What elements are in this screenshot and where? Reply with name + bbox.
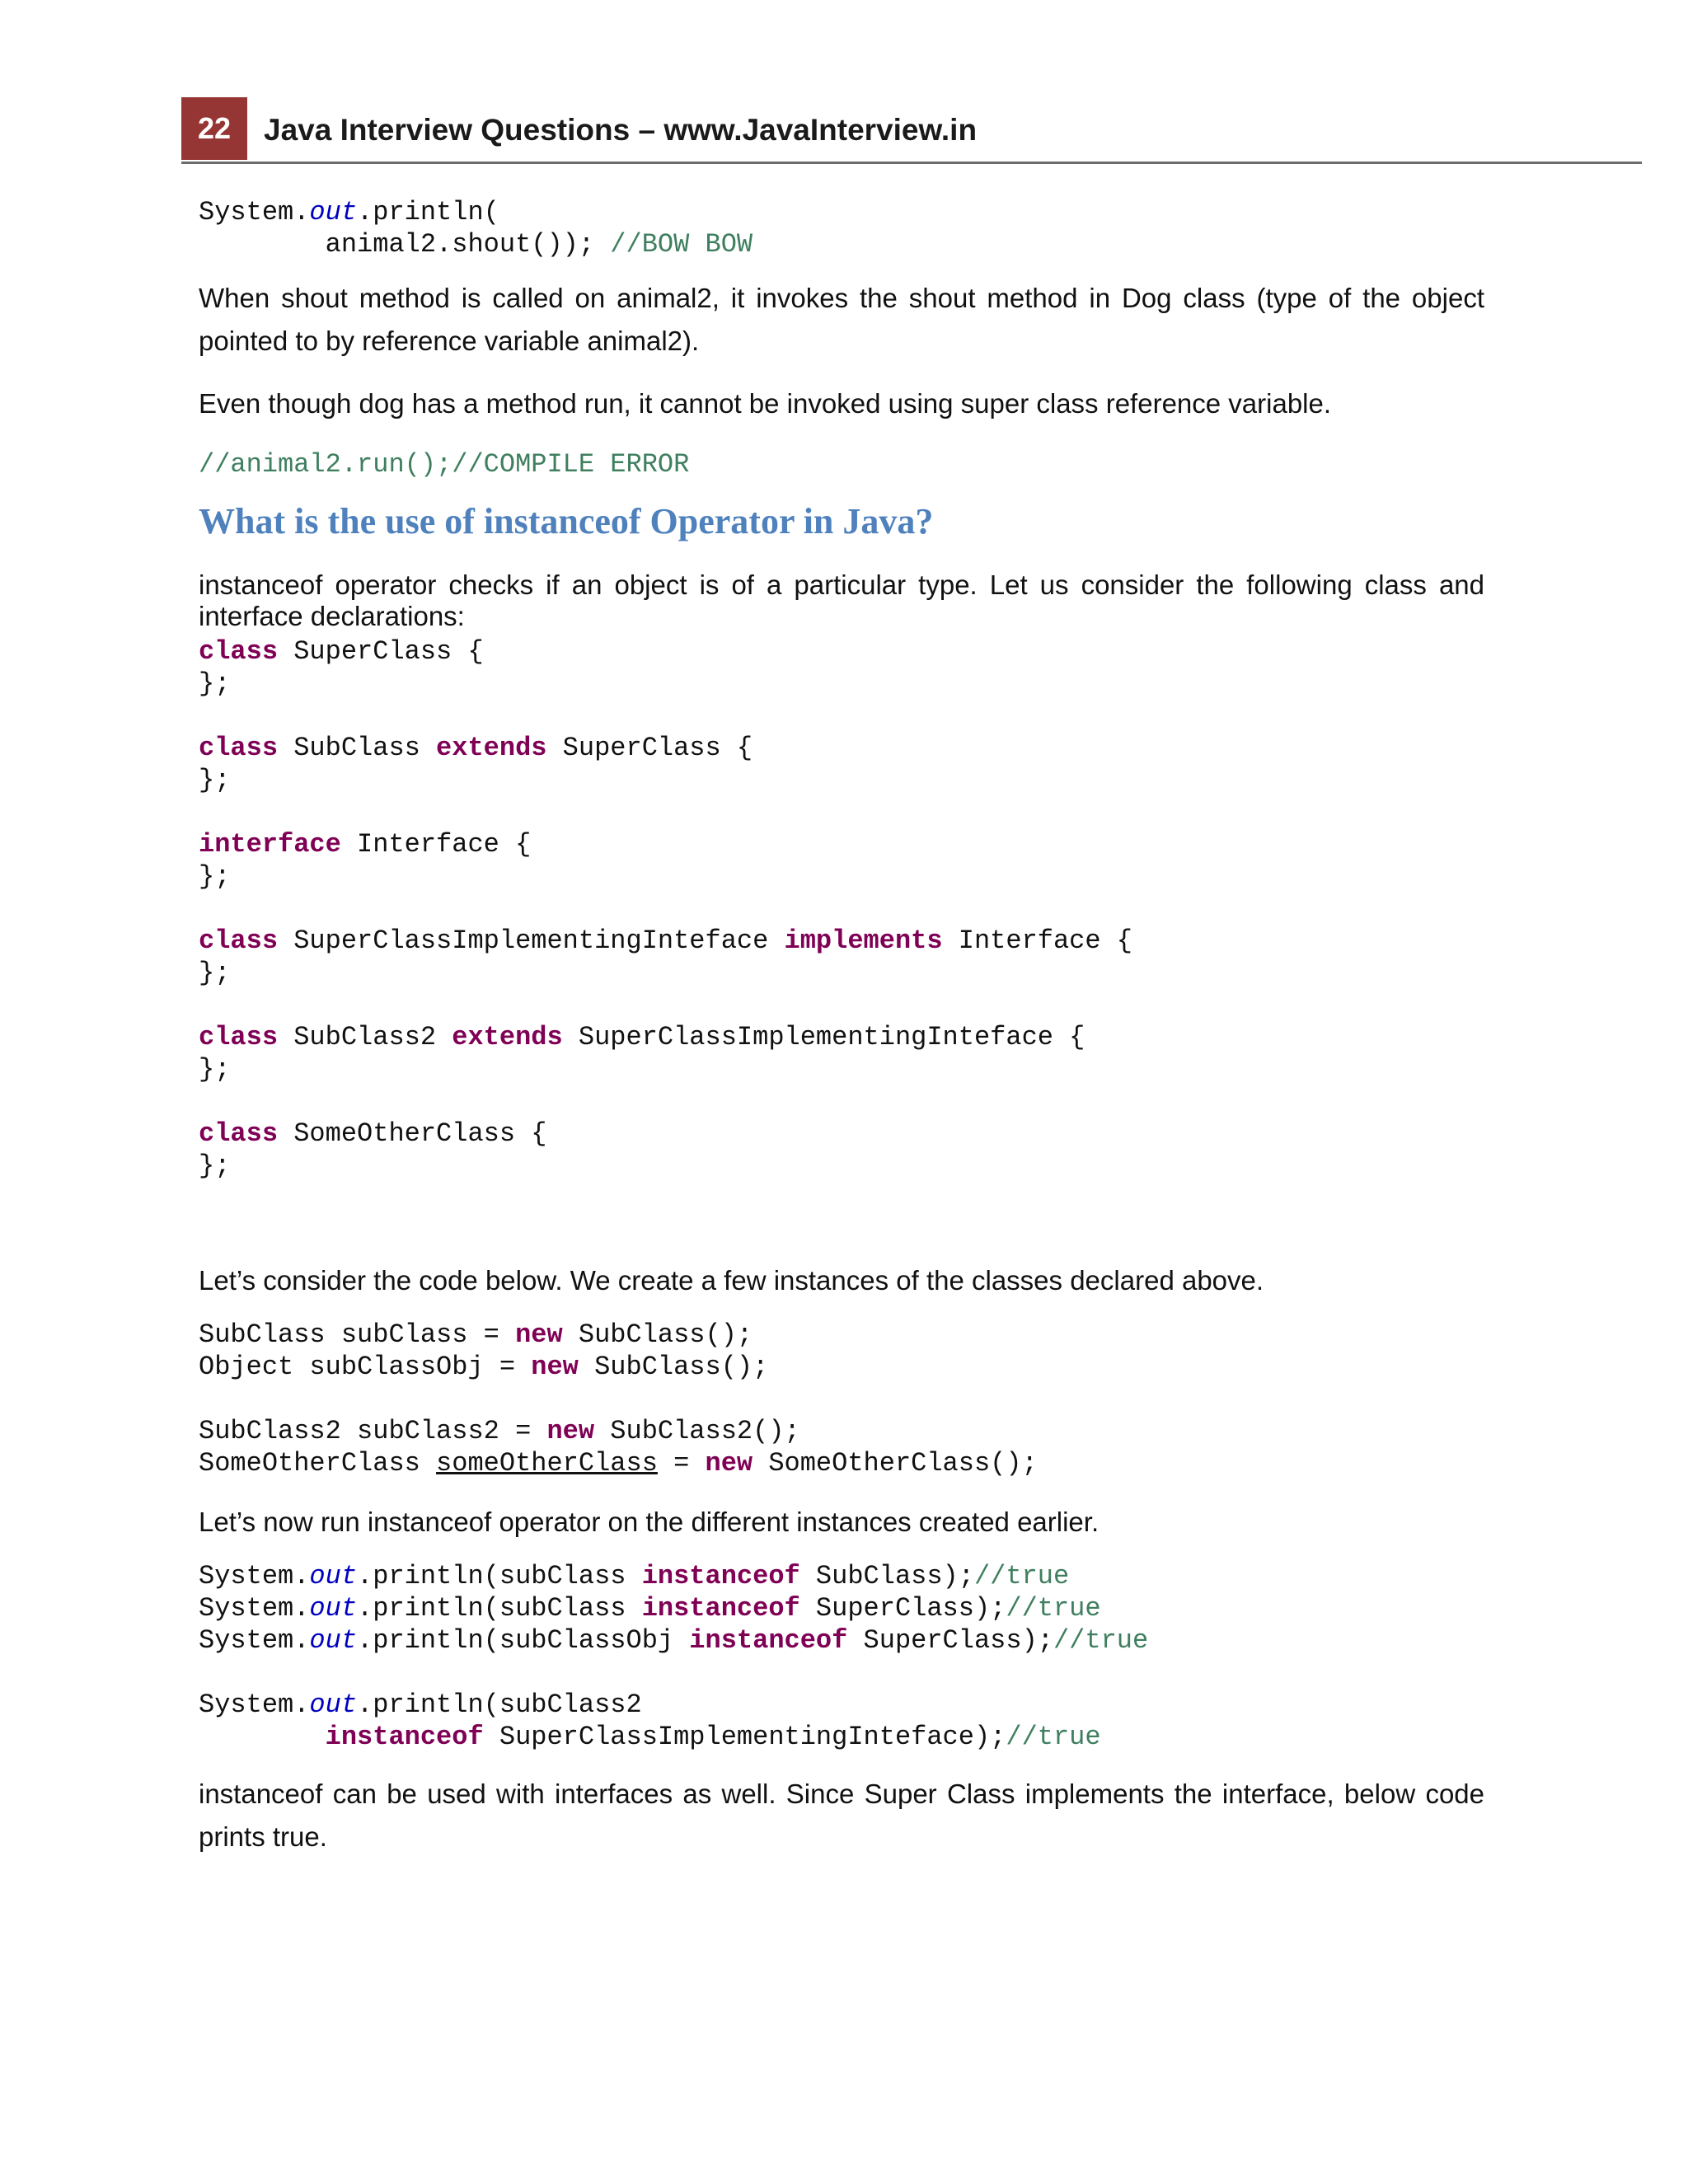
- paragraph-shout-explanation: When shout method is called on animal2, it invokes the shout method in Dog class (type of the object pointed to by reference variable animal2).: [199, 283, 1484, 356]
- page-header: [181, 97, 1642, 164]
- underlined-variable: someOtherClass: [436, 1448, 658, 1479]
- page-content: [199, 196, 1484, 1858]
- paragraph-instanceof-intro: instanceof operator checks if an object is of a particular type. Let us consider the following class and interface declarations:: [199, 569, 1484, 631]
- code-block-instanceof-checks: System.out.println(subClass instanceof SubClass);//true System.out.println(subClass instanceof SuperClass);//true System.out.println(subClassObj instanceof SuperClass);//true System.out.println(subClass2 instanceof SuperClassImplementingInteface);//true: [199, 1561, 1149, 1752]
- paragraph-instances-intro: Let’s consider the code below. We create a few instances of the classes declared above.: [199, 1265, 1264, 1296]
- header-title: Java Interview Questions – www.JavaInterview.in: [264, 113, 978, 147]
- paragraph-run-instanceof: Let’s now run instanceof operator on the different instances created earlier.: [199, 1507, 1100, 1537]
- code-block-declarations: class SuperClass { }; class SubClass extends SuperClass { }; interface Interface { }; class SuperClassImplementingInteface implements Interface { }; class SubClass2 extends SuperClassImplementingInteface { }; class SomeOtherClass { };: [199, 636, 1132, 1181]
- code-block-shout: System.out.println( animal2.shout()); //BOW BOW: [199, 197, 753, 260]
- code-block-instances: SubClass subClass = new SubClass(); Object subClassObj = new SubClass(); SubClass2 subClass2 = new SubClass2(); SomeOtherClass someOtherClass = new SomeOtherClass();: [199, 1319, 1038, 1479]
- code-comment: //BOW BOW: [610, 229, 753, 260]
- code-block-compile-error: //animal2.run();//COMPILE ERROR: [199, 449, 690, 480]
- paragraph-interfaces: instanceof can be used with interfaces as well. Since Super Class implements the interface, below code prints true.: [199, 1779, 1484, 1852]
- page-number-badge: 22: [181, 97, 247, 160]
- section-heading: What is the use of instanceof Operator in Java?: [199, 501, 934, 541]
- paragraph-run-method: Even though dog has a method run, it cannot be invoked using super class reference variable.: [199, 388, 1332, 419]
